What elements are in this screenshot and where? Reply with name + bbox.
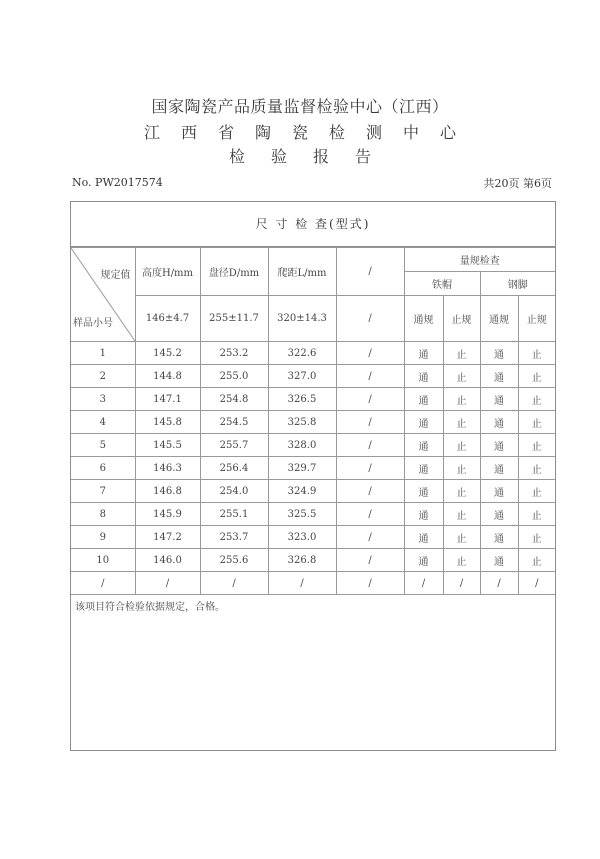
- table-row: [71, 411, 555, 434]
- slash-value: /: [336, 503, 404, 526]
- height-value: /: [135, 572, 200, 595]
- cap-nogo-result: 止: [443, 434, 480, 457]
- sample-no: 9: [71, 526, 135, 549]
- report-frame: [70, 201, 556, 751]
- pin-go-result: 通: [480, 342, 518, 365]
- cap-nogo-result: /: [443, 572, 480, 595]
- cap-go-result: 通: [404, 549, 443, 572]
- header-center-subname: 江西省陶瓷检测中心: [143, 123, 477, 142]
- cap-go-result: 通: [404, 365, 443, 388]
- sample-no: 2: [71, 365, 135, 388]
- pin-go-result: 通: [480, 480, 518, 503]
- slash-value: /: [336, 342, 404, 365]
- diameter-value: 256.4: [200, 457, 268, 480]
- height-value: 147.1: [135, 388, 200, 411]
- diameter-value: 255.7: [200, 434, 268, 457]
- col-diameter-header: 盘径D/mm: [200, 248, 268, 296]
- spec-slash: /: [336, 296, 404, 342]
- creepage-value: 324.9: [268, 480, 336, 503]
- creepage-value: /: [268, 572, 336, 595]
- col-pin-header: 钢脚: [480, 272, 555, 296]
- cap-go-header: 通规: [404, 296, 443, 342]
- sample-no: 3: [71, 388, 135, 411]
- cap-nogo-result: 止: [443, 411, 480, 434]
- cap-nogo-header: 止规: [443, 296, 480, 342]
- header-center-name: 国家陶瓷产品质量监督检验中心（江西）: [151, 97, 449, 116]
- pin-go-result: /: [480, 572, 518, 595]
- sample-no: 7: [71, 480, 135, 503]
- header-row-1: [71, 248, 555, 272]
- sample-no: 8: [71, 503, 135, 526]
- height-value: 146.3: [135, 457, 200, 480]
- pin-nogo-result: 止: [518, 365, 555, 388]
- creepage-value: 327.0: [268, 365, 336, 388]
- cap-nogo-result: 止: [443, 526, 480, 549]
- spec-diameter: 255±11.7: [200, 296, 268, 342]
- sample-no: 1: [71, 342, 135, 365]
- conclusion-text: 该项目符合检验依据规定，合格。: [75, 602, 225, 613]
- pin-nogo-result: 止: [518, 503, 555, 526]
- spec-creepage: 320±14.3: [268, 296, 336, 342]
- col-height-header: 高度H/mm: [135, 248, 200, 296]
- header-report-title: 检验报告: [228, 147, 397, 166]
- pin-nogo-result: /: [518, 572, 555, 595]
- conclusion-row: [71, 595, 555, 739]
- col-creepage-header: 爬距L/mm: [268, 248, 336, 296]
- table-row: [71, 549, 555, 572]
- dimension-table: [71, 247, 555, 738]
- slash-value: /: [336, 480, 404, 503]
- pin-nogo-result: 止: [518, 457, 555, 480]
- creepage-value: 325.5: [268, 503, 336, 526]
- table-row: [71, 434, 555, 457]
- height-value: 147.2: [135, 526, 200, 549]
- cap-go-result: 通: [404, 434, 443, 457]
- col-slash-header: /: [336, 248, 404, 296]
- pin-go-result: 通: [480, 388, 518, 411]
- pin-nogo-result: 止: [518, 411, 555, 434]
- height-value: 145.9: [135, 503, 200, 526]
- creepage-value: 328.0: [268, 434, 336, 457]
- page-indicator: 共20页 第6页: [483, 177, 552, 190]
- conclusion-cell: [71, 595, 555, 739]
- pin-nogo-result: 止: [518, 549, 555, 572]
- cap-nogo-result: 止: [443, 549, 480, 572]
- spec-sample-corner-cell: [71, 248, 135, 342]
- pin-nogo-result: 止: [518, 342, 555, 365]
- diameter-value: 253.7: [200, 526, 268, 549]
- diameter-value: 253.2: [200, 342, 268, 365]
- diameter-value: 255.6: [200, 549, 268, 572]
- cap-nogo-result: 止: [443, 480, 480, 503]
- spec-height: 146±4.7: [135, 296, 200, 342]
- creepage-value: 322.6: [268, 342, 336, 365]
- cap-go-result: 通: [404, 342, 443, 365]
- report-number: No. PW2017574: [72, 176, 163, 189]
- slash-value: /: [336, 457, 404, 480]
- height-value: 145.8: [135, 411, 200, 434]
- sample-no: 6: [71, 457, 135, 480]
- creepage-value: 326.8: [268, 549, 336, 572]
- pin-go-result: 通: [480, 365, 518, 388]
- creepage-value: 325.8: [268, 411, 336, 434]
- cap-nogo-result: 止: [443, 457, 480, 480]
- creepage-value: 326.5: [268, 388, 336, 411]
- sample-no: /: [71, 572, 135, 595]
- pin-go-result: 通: [480, 434, 518, 457]
- diameter-value: 254.5: [200, 411, 268, 434]
- pin-go-result: 通: [480, 457, 518, 480]
- slash-value: /: [336, 572, 404, 595]
- cap-nogo-result: 止: [443, 388, 480, 411]
- pin-nogo-result: 止: [518, 434, 555, 457]
- diameter-value: 255.1: [200, 503, 268, 526]
- creepage-value: 329.7: [268, 457, 336, 480]
- height-value: 145.5: [135, 434, 200, 457]
- diameter-value: /: [200, 572, 268, 595]
- col-cap-header: 铁帽: [404, 272, 480, 296]
- pin-go-result: 通: [480, 549, 518, 572]
- sample-no: 10: [71, 549, 135, 572]
- slash-value: /: [336, 365, 404, 388]
- slash-value: /: [336, 434, 404, 457]
- creepage-value: 323.0: [268, 526, 336, 549]
- table-row: [71, 503, 555, 526]
- sample-no: 4: [71, 411, 135, 434]
- diameter-value: 255.0: [200, 365, 268, 388]
- cap-go-result: 通: [404, 457, 443, 480]
- pin-nogo-result: 止: [518, 480, 555, 503]
- cap-go-result: /: [404, 572, 443, 595]
- table-row: [71, 365, 555, 388]
- sample-label: 样品小号: [73, 318, 113, 329]
- slash-value: /: [336, 411, 404, 434]
- cap-go-result: 通: [404, 503, 443, 526]
- diameter-value: 254.8: [200, 388, 268, 411]
- height-value: 146.0: [135, 549, 200, 572]
- diameter-value: 254.0: [200, 480, 268, 503]
- cap-go-result: 通: [404, 526, 443, 549]
- cap-go-result: 通: [404, 388, 443, 411]
- spec-label: 规定值: [100, 270, 131, 281]
- section-title: 尺 寸 检 查(型式): [71, 202, 555, 247]
- slash-value: /: [336, 388, 404, 411]
- table-row: [71, 526, 555, 549]
- table-row: [71, 572, 555, 595]
- pin-go-header: 通规: [480, 296, 518, 342]
- cap-go-result: 通: [404, 411, 443, 434]
- table-row: [71, 388, 555, 411]
- slash-value: /: [336, 526, 404, 549]
- sample-no: 5: [71, 434, 135, 457]
- height-value: 144.8: [135, 365, 200, 388]
- pin-nogo-result: 止: [518, 526, 555, 549]
- slash-value: /: [336, 549, 404, 572]
- height-value: 146.8: [135, 480, 200, 503]
- spec-row: [71, 296, 555, 342]
- table-row: [71, 342, 555, 365]
- cap-nogo-result: 止: [443, 342, 480, 365]
- cap-nogo-result: 止: [443, 503, 480, 526]
- col-gauge-header: 量规检查: [404, 248, 555, 272]
- pin-go-result: 通: [480, 411, 518, 434]
- pin-nogo-result: 止: [518, 388, 555, 411]
- cap-nogo-result: 止: [443, 365, 480, 388]
- pin-go-result: 通: [480, 526, 518, 549]
- height-value: 145.2: [135, 342, 200, 365]
- cap-go-result: 通: [404, 480, 443, 503]
- pin-nogo-header: 止规: [518, 296, 555, 342]
- table-row: [71, 480, 555, 503]
- pin-go-result: 通: [480, 503, 518, 526]
- table-row: [71, 457, 555, 480]
